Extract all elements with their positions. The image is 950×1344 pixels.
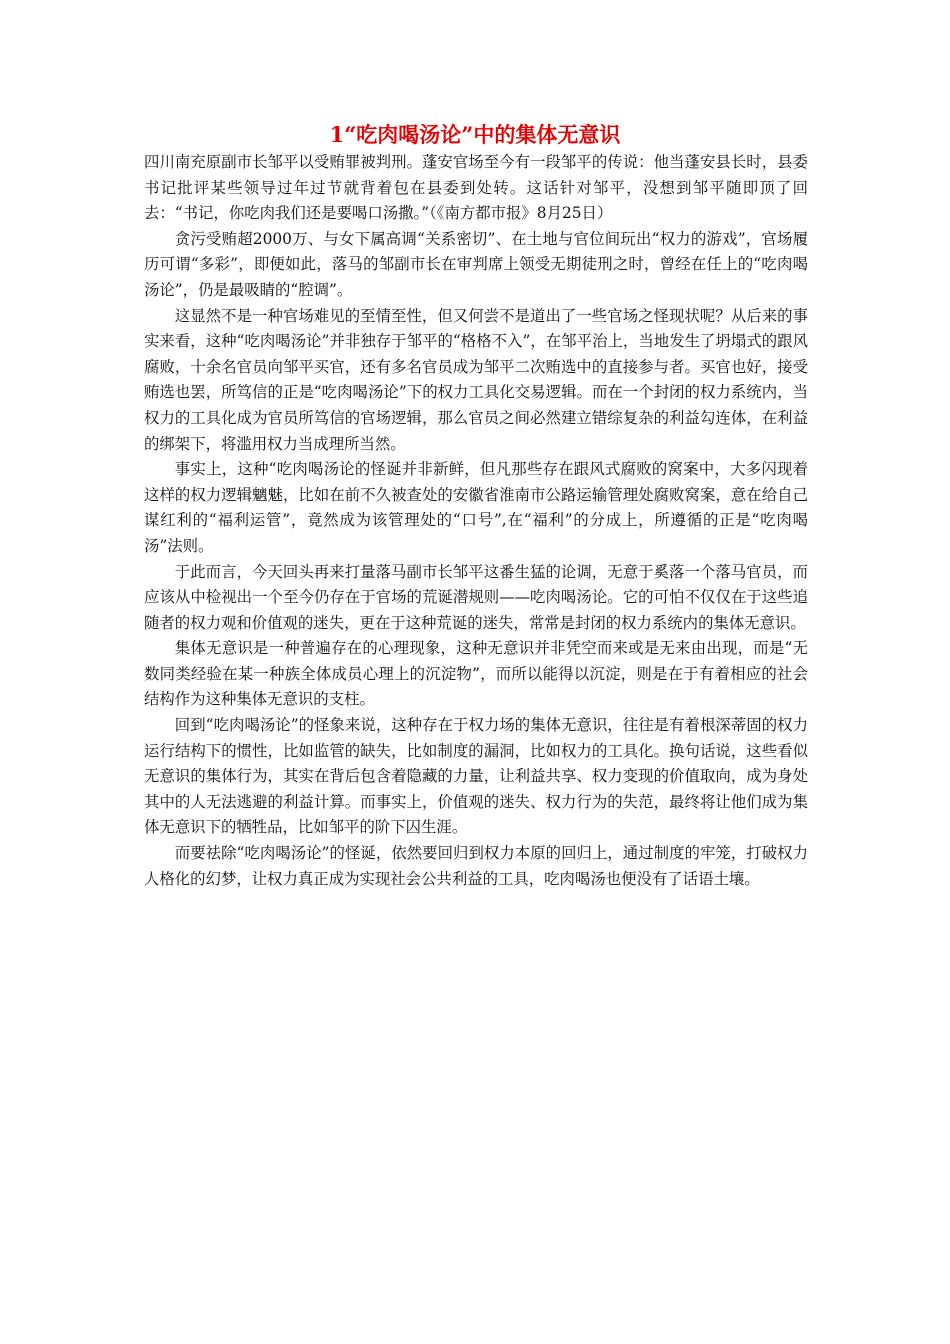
paragraph-2: 贪污受贿超2000万、与女下属高调“关系密切”、在土地与官位间玩出“权力的游戏”，官场履历可谓“多彩”，即便如此，落马的邹副市长在审判席上领受无期徒刑之时，曾经在任上的“吃肉喝汤论”，仍是最吸睛的“腔调”。 (144, 229, 808, 299)
paragraph-3: 这显然不是一种官场难见的至情至性，但又何尝不是道出了一些官场之怪现状呢？从后来的事实来看，这种“吃肉喝汤论”并非独存于邹平的“格格不入”，在邹平治上，当地发生了坍塌式的跟风腐败，十余名官员向邹平买官，还有多名官员成为邹平二次贿选中的直接参与者。买官也好，接受贿选也罢，所笃信的正是“吃肉喝汤论”下的权力工具化交易逻辑。而在一个封闭的权力系统内，当权力的工具化成为官员所笃信的官场逻辑，那么官员之间必然建立错综复杂的利益勾连体，在利益的绑架下，将滥用权力当成理所当然。 (144, 306, 808, 453)
paragraph-4: 事实上，这种“吃肉喝汤论的怪诞并非新鲜，但凡那些存在跟风式腐败的窝案中，大多闪现着这样的权力逻辑魑魅，比如在前不久被查处的安徽省淮南市公路运输管理处腐败窝案，意在给自己谋红利的“福利运管”，竟然成为该管理处的“口号”,在“福利”的分成上，所遵循的正是“吃肉喝汤”法则。 (144, 460, 808, 555)
paragraph-8: 而要祛除“吃肉喝汤论”的怪诞，依然要回归到权力本原的回归上，通过制度的牢笼，打破权力人格化的幻梦，让权力真正成为实现社会公共利益的工具，吃肉喝汤也便没有了话语土壤。 (144, 844, 808, 888)
paragraph-1: 四川南充原副市长邹平以受贿罪被判刑。蓬安官场至今有一段邹平的传说：他当蓬安县长时，县委书记批评某些领导过年过节就背着包在县委到处转。这话针对邹平，没想到邹平随即顶了回去：“书记，你吃肉我们还是要喝口汤撒。”（《南方都市报》8月25日） (144, 153, 808, 223)
document-body (144, 150, 808, 892)
paragraph-6: 集体无意识是一种普遍存在的心理现象，这种无意识并非凭空而来或是无来由出现，而是“无数同类经验在某一种族全体成员心理上的沉淀物”，而所以能得以沉淀，则是在于有着相应的社会结构作为这种集体无意识的支柱。 (144, 639, 808, 709)
paragraph-7: 回到“吃肉喝汤论”的怪象来说，这种存在于权力场的集体无意识，往往是有着根深蒂固的权力运行结构下的惯性，比如监管的缺失，比如制度的漏洞，比如权力的工具化。换句话说，这些看似无意识的集体行为，其实在背后包含着隐藏的力量，让利益共享、权力变现的价值取向，成为身处其中的人无法逃避的利益计算。而事实上，价值观的迷失、权力行为的失范，最终将让他们成为集体无意识下的牺牲品，比如邹平的阶下囚生涯。 (144, 716, 808, 837)
document-title: 1“吃肉喝汤论”中的集体无意识 (329, 122, 621, 147)
paragraph-5: 于此而言，今天回头再来打量落马副市长邹平这番生猛的论调，无意于奚落一个落马官员，而应该从中检视出一个至今仍存在于官场的荒诞潜规则——吃肉喝汤论。它的可怕不仅仅在于这些追随者的权力观和价值观的迷失，更在于这种荒诞的迷失，常常是封闭的权力系统内的集体无意识。 (144, 562, 808, 632)
